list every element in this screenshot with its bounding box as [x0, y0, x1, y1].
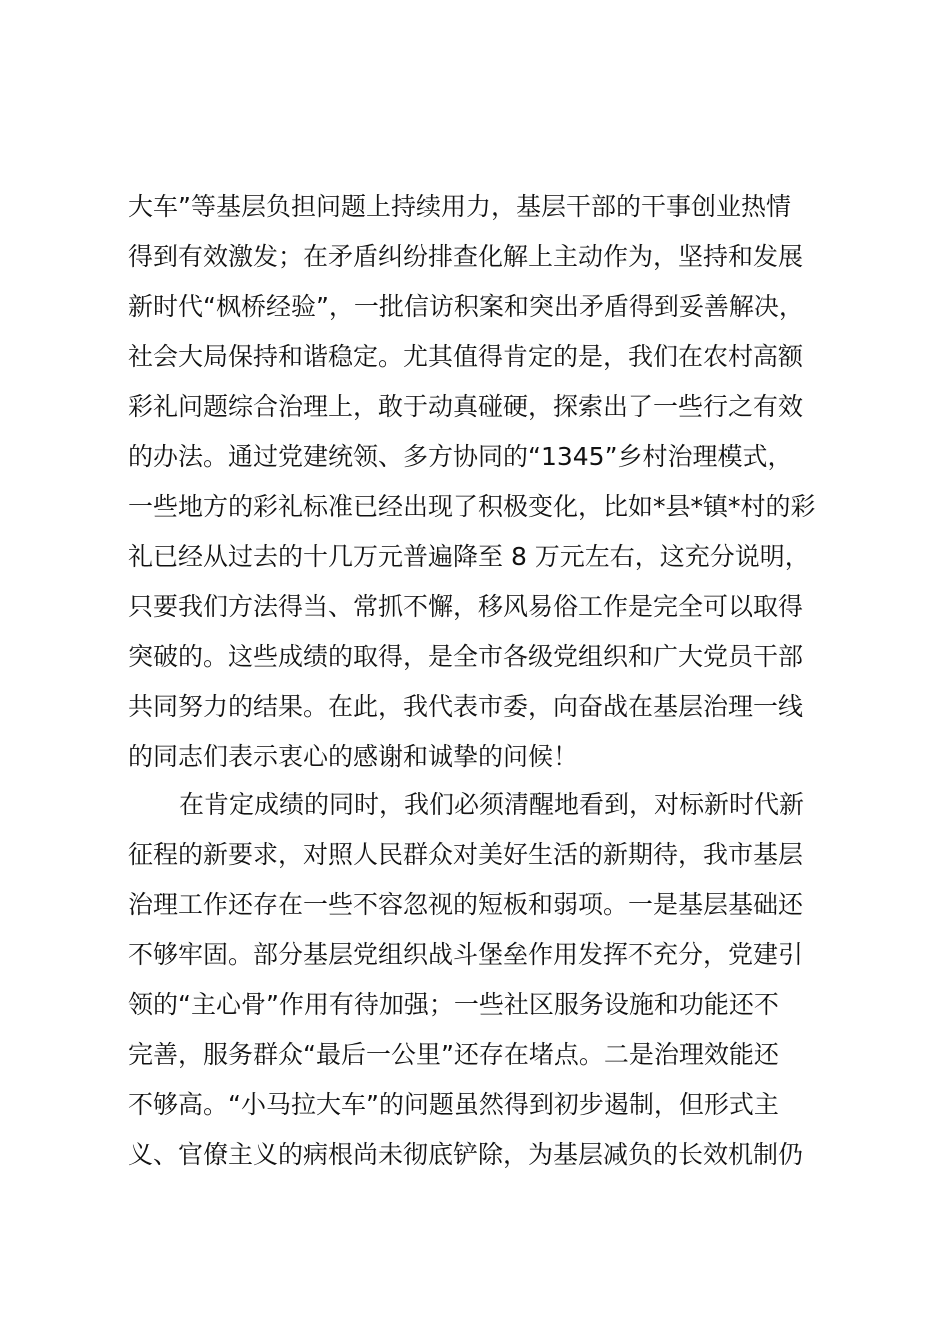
- text-line: 大车”等基层负担问题上持续用力，基层干部的干事创业热情: [128, 192, 791, 221]
- text-line: 的同志们表示衷心的感谢和诚挚的问候！: [128, 742, 579, 771]
- text-line: 只要我们方法得当、常抓不懈，移风易俗工作是完全可以取得: [128, 592, 804, 621]
- text-line: 社会大局保持和谐稳定。尤其值得肯定的是，我们在农村高额: [128, 342, 804, 371]
- text-line: 共同努力的结果。在此，我代表市委，向奋战在基层治理一线: [128, 692, 804, 721]
- text-line: 领的“主心骨”作用有待加强；一些社区服务设施和功能还不: [128, 990, 779, 1019]
- text-line: 治理工作还存在一些不容忽视的短板和弱项。一是基层基础还: [128, 890, 804, 919]
- text-line: 不够高。“小马拉大车”的问题虽然得到初步遏制，但形式主: [128, 1090, 779, 1119]
- text-line: 完善，服务群众“最后一公里”还存在堵点。二是治理效能还: [128, 1040, 779, 1069]
- text-line: 征程的新要求，对照人民群众对美好生活的新期待，我市基层: [128, 840, 804, 869]
- text-line: 一些地方的彩礼标准已经出现了积极变化，比如*县*镇*村的彩: [128, 492, 816, 521]
- text-line: 新时代“枫桥经验”，一批信访积案和突出矛盾得到妥善解决，: [128, 292, 804, 321]
- text-line: 得到有效激发；在矛盾纠纷排查化解上主动作为，坚持和发展: [128, 242, 804, 271]
- text-line: 义、官僚主义的病根尚未彻底铲除，为基层减负的长效机制仍: [128, 1140, 804, 1169]
- text-line: 的办法。通过党建统领、多方协同的“1345”乡村治理模式，: [128, 442, 793, 471]
- text-line: 不够牢固。部分基层党组织战斗堡垒作用发挥不充分，党建引: [128, 940, 804, 969]
- text-line: 礼已经从过去的十几万元普遍降至 8 万元左右，这充分说明，: [128, 542, 810, 571]
- text-line: 彩礼问题综合治理上，敢于动真碰硬，探索出了一些行之有效: [128, 392, 804, 421]
- paragraph-start-line: 在肯定成绩的同时，我们必须清醒地看到，对标新时代新: [179, 790, 805, 819]
- text-line: 突破的。这些成绩的取得，是全市各级党组织和广大党员干部: [128, 642, 804, 671]
